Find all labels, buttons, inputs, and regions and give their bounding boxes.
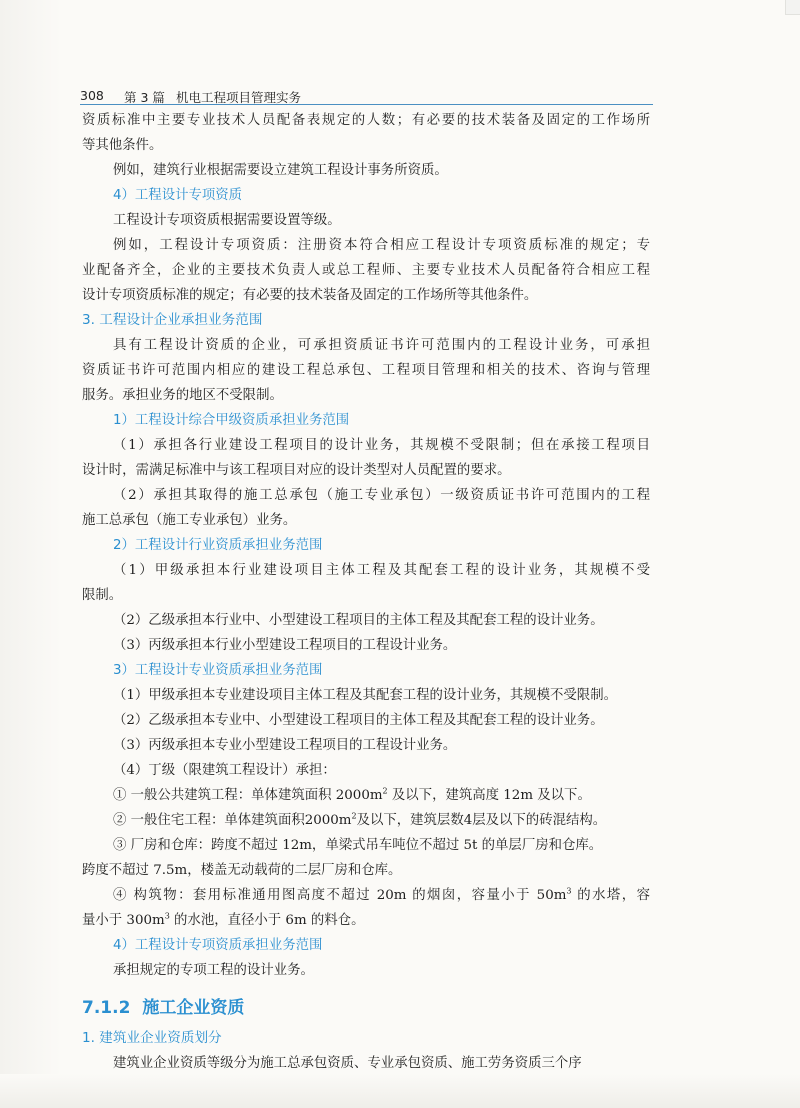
paragraph-line: （2）乙级承担本行业中、小型建设工程项目的主体工程及其配套工程的设计业务。 — [113, 613, 604, 628]
paragraph-line: ③ 厂房和仓库：跨度不超过 12m，单梁式吊车吨位不超过 5t 的单层厂房和仓库。 — [113, 838, 603, 853]
page-number: 308 — [80, 88, 104, 103]
paragraph-line: 资质证书许可范围内相应的建设工程总承包、工程项目管理和相关的技术、咨询与管理 — [82, 363, 650, 378]
paragraph-line: ④ 构筑物：套用标准通用图高度不超过 20m 的烟囱，容量小于 $50m^3$ 的水塔，容 — [113, 886, 650, 903]
paragraph-line: 设计专项资质标准的规定；有必要的技术装备及固定的工作场所等其他条件。 — [82, 288, 538, 303]
paragraph-line: 业配备齐全，企业的主要技术负责人或总工程师、主要专业技术人员配备符合相应工程 — [82, 263, 650, 278]
section-title: 施工企业资质 — [142, 998, 245, 1018]
superscript: 3 — [566, 886, 572, 896]
section-heading: 1. 建筑业企业资质划分 — [82, 1030, 222, 1046]
paragraph-line: 建筑业企业资质等级分为施工总承包资质、专业承包资质、施工劳务资质三个序 — [113, 1056, 582, 1071]
section-heading: 3. 工程设计企业承担业务范围 — [82, 312, 263, 328]
page-margin-shadow — [0, 0, 62, 1108]
paragraph-line: ① 一般公共建筑工程：单体建筑面积 $2000m^2$ 及以下，建筑高度 12m 及以下。 — [113, 786, 591, 803]
paragraph-line: 工程设计专项资质根据需要设置等级。 — [113, 213, 341, 228]
header-rule — [80, 104, 653, 105]
paragraph-line: （1）承担各行业建设工程项目的设计业务，其规模不受限制；但在承接工程项目 — [113, 438, 650, 453]
paragraph-line: （1）甲级承担本行业建设项目主体工程及其配套工程的设计业务，其规模不受 — [113, 563, 650, 578]
superscript: 3 — [164, 911, 170, 921]
paragraph-line: 限制。 — [82, 588, 123, 603]
paragraph-line: ② 一般住宅工程：单体建筑面积$2000m^2$及以下，建筑层数4层及以下的砖混结构。 — [113, 811, 607, 828]
superscript: 2 — [382, 786, 388, 796]
paragraph-line: 设计时，需满足标准中与该工程项目对应的设计类型对人员配置的要求。 — [82, 463, 511, 478]
paragraph-line: （4）丁级（限建筑工程设计）承担： — [113, 763, 336, 778]
corner-mark — [785, 0, 800, 15]
superscript: 2 — [351, 811, 357, 821]
paragraph-line: 资质标准中主要专业技术人员配备表规定的人数；有必要的技术装备及固定的工作场所 — [82, 113, 650, 128]
paragraph-line: （3）丙级承担本行业小型建设工程项目的工程设计业务。 — [113, 638, 457, 653]
running-header — [80, 82, 650, 106]
subsection-heading: 3）工程设计专业资质承担业务范围 — [113, 663, 323, 678]
subsection-heading: 2）工程设计行业资质承担业务范围 — [113, 538, 323, 553]
part-label: 第 3 篇 — [124, 90, 165, 105]
paragraph-line: 施工总承包（施工专业承包）业务。 — [82, 513, 297, 528]
subsection-heading: 4）工程设计专项资质承担业务范围 — [113, 938, 323, 953]
subsection-heading: 1）工程设计综合甲级资质承担业务范围 — [113, 413, 350, 428]
subsection-heading: 4）工程设计专项资质 — [113, 188, 243, 203]
paragraph-line: 例如，建筑行业根据需要设立建筑工程设计事务所资质。 — [113, 163, 448, 178]
paragraph-line: 服务。承担业务的地区不受限制。 — [82, 388, 283, 403]
paragraph-line: 承担规定的专项工程的设计业务。 — [113, 963, 314, 978]
paragraph-line: （1）甲级承担本专业建设项目主体工程及其配套工程的设计业务，其规模不受限制。 — [113, 688, 617, 703]
paragraph-line: 具有工程设计资质的企业，可承担资质证书许可范围内的工程设计业务，可承担 — [113, 338, 650, 353]
paragraph-line: 例如，工程设计专项资质：注册资本符合相应工程设计专项资质标准的规定；专 — [113, 238, 650, 253]
body-text — [82, 108, 650, 1076]
section-heading-7-1-2 — [82, 990, 650, 1026]
part-title: 机电工程项目管理实务 — [176, 90, 302, 105]
paragraph-line: （2）承担其取得的施工总承包（施工专业承包）一级资质证书许可范围内的工程 — [113, 488, 650, 503]
paragraph-line: （2）乙级承担本专业中、小型建设工程项目的主体工程及其配套工程的设计业务。 — [113, 713, 604, 728]
page-bottom-shadow — [0, 1074, 800, 1108]
paragraph-line: 跨度不超过 7.5m，楼盖无动载荷的二层厂房和仓库。 — [82, 863, 402, 878]
paragraph-line: 等其他条件。 — [82, 138, 163, 153]
paragraph-line: 量小于 $300m^3$ 的水池，直径小于 6m 的料仓。 — [82, 911, 365, 928]
paragraph-line: （3）丙级承担本专业小型建设工程项目的工程设计业务。 — [113, 738, 457, 753]
section-number: 7.1.2 — [82, 998, 131, 1018]
